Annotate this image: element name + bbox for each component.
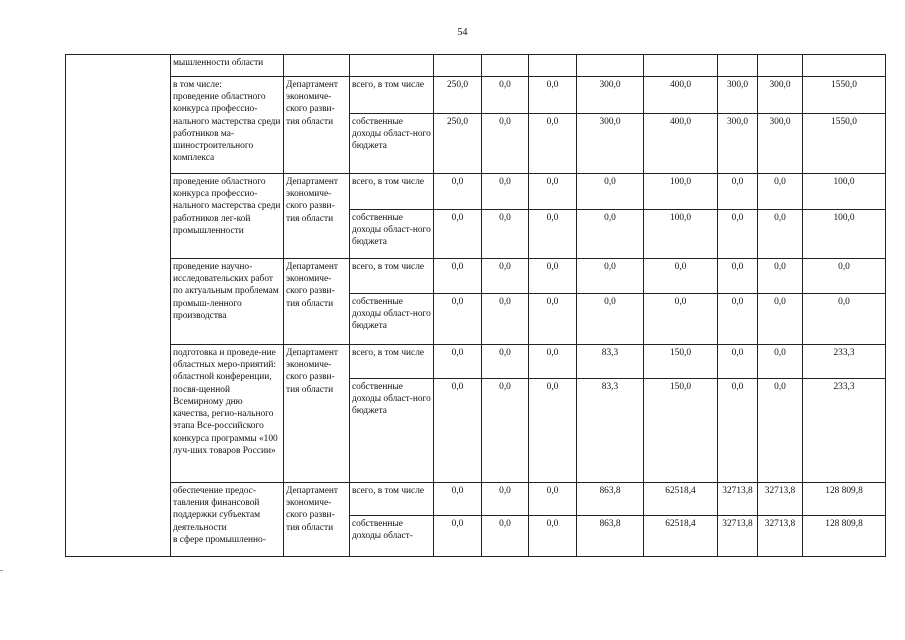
funding-source-cell: всего, в том числе [350,483,434,516]
funding-source-cell: собственные доходы област-ного бюджета [350,114,434,174]
amount-cell: 233,3 [803,379,886,483]
amount-cell: 32713,8 [718,516,758,557]
amount-cell: 0,0 [434,379,482,483]
table-body [66,55,886,557]
amount-cell: 300,0 [577,114,644,174]
executor-cell: Департамент экономиче-ского разви-тия области [284,483,350,557]
amount-cell: 400,0 [644,77,718,114]
amount-cell: 0,0 [758,174,803,210]
blank-cell [644,55,718,77]
amount-cell: 0,0 [434,345,482,379]
amount-cell: 0,0 [529,77,577,114]
amount-cell: 0,0 [758,259,803,294]
amount-cell: 863,8 [577,516,644,557]
amount-cell: 0,0 [718,345,758,379]
blank-cell [434,55,482,77]
amount-cell: 300,0 [758,114,803,174]
amount-cell: 0,0 [577,294,644,345]
amount-cell: 0,0 [718,174,758,210]
amount-cell: 0,0 [758,210,803,259]
blank-cell [350,55,434,77]
amount-cell: 0,0 [482,77,529,114]
amount-cell: 0,0 [718,379,758,483]
executor-cell: Департамент экономиче-ского разви-тия области [284,259,350,345]
activity-cell: проведение областного конкурса профессио-нального мастерства среди работников лег-кой промышленности [171,174,284,259]
amount-cell: 83,3 [577,345,644,379]
amount-cell: 0,0 [529,294,577,345]
amount-cell: 0,0 [482,516,529,557]
amount-cell: 0,0 [434,516,482,557]
amount-cell: 0,0 [718,259,758,294]
continuation-row [66,55,886,77]
table-row [66,483,886,516]
amount-cell: 0,0 [434,174,482,210]
table-row [66,345,886,379]
amount-cell: 0,0 [758,379,803,483]
blank-cell [284,55,350,77]
amount-cell: 0,0 [529,259,577,294]
funding-source-cell: всего, в том числе [350,259,434,294]
amount-cell: 0,0 [434,294,482,345]
amount-cell: 0,0 [482,379,529,483]
funding-source-cell: всего, в том числе [350,77,434,114]
amount-cell: 863,8 [577,483,644,516]
amount-cell: 0,0 [803,294,886,345]
funding-source-cell: собственные доходы област- [350,516,434,557]
amount-cell: 32713,8 [758,516,803,557]
amount-cell: 300,0 [577,77,644,114]
amount-cell: 32713,8 [718,483,758,516]
amount-cell: 100,0 [803,210,886,259]
page-number: 54 [457,27,468,38]
executor-cell: Департамент экономиче-ского разви-тия области [284,345,350,483]
amount-cell: 32713,8 [758,483,803,516]
amount-cell: 0,0 [718,210,758,259]
blank-cell [529,55,577,77]
amount-cell: 300,0 [718,114,758,174]
amount-cell: 0,0 [803,259,886,294]
amount-cell: 62518,4 [644,516,718,557]
amount-cell: 0,0 [529,114,577,174]
amount-cell: 250,0 [434,114,482,174]
amount-cell: 0,0 [644,294,718,345]
amount-cell: 0,0 [434,259,482,294]
funding-source-cell: всего, в том числе [350,174,434,210]
amount-cell: 150,0 [644,379,718,483]
scan-mark [0,570,3,571]
amount-cell: 0,0 [529,483,577,516]
activity-cell: в том числе: проведение областного конкурса профессио-нального мастерства среди работников ма-шиностроительного комплекса [171,77,284,174]
amount-cell: 0,0 [577,174,644,210]
amount-cell: 0,0 [482,345,529,379]
activity-cell: мышленности области [171,55,284,77]
amount-cell: 150,0 [644,345,718,379]
amount-cell: 0,0 [718,294,758,345]
funding-source-cell: всего, в том числе [350,345,434,379]
amount-cell: 128 809,8 [803,483,886,516]
blank-cell [577,55,644,77]
activity-cell: проведение научно-исследовательских работ по актуальным проблемам промыш-ленного производства [171,259,284,345]
funding-source-cell: собственные доходы област-ного бюджета [350,210,434,259]
amount-cell: 62518,4 [644,483,718,516]
program-cell-blank [66,55,171,557]
activity-cell: обеспечение предос-тавления финансовой поддержки субъектам деятельности в сфере промышленно- [171,483,284,557]
table-row [66,77,886,114]
amount-cell: 100,0 [644,210,718,259]
amount-cell: 0,0 [644,259,718,294]
executor-cell: Департамент экономиче-ского разви-тия области [284,174,350,259]
amount-cell: 128 809,8 [803,516,886,557]
amount-cell: 100,0 [803,174,886,210]
amount-cell: 300,0 [758,77,803,114]
executor-cell: Департамент экономиче-ского разви-тия области [284,77,350,174]
amount-cell: 0,0 [529,516,577,557]
amount-cell: 233,3 [803,345,886,379]
amount-cell: 300,0 [718,77,758,114]
blank-cell [482,55,529,77]
amount-cell: 0,0 [482,210,529,259]
amount-cell: 0,0 [758,294,803,345]
amount-cell: 1550,0 [803,114,886,174]
activity-cell: подготовка и проведе-ние областных меро-приятий: областной конференции, посвя-щенной Всемирному дню качества, регио-нального этапа Все-российского конкурса программы «100 луч-ших товаров России» [171,345,284,483]
amount-cell: 100,0 [644,174,718,210]
amount-cell: 0,0 [482,174,529,210]
amount-cell: 0,0 [577,259,644,294]
amount-cell: 0,0 [482,483,529,516]
amount-cell: 250,0 [434,77,482,114]
budget-table [65,54,886,557]
blank-cell [718,55,758,77]
amount-cell: 0,0 [434,210,482,259]
amount-cell: 0,0 [482,259,529,294]
blank-cell [803,55,886,77]
amount-cell: 0,0 [482,294,529,345]
funding-source-cell: собственные доходы област-ного бюджета [350,379,434,483]
amount-cell: 0,0 [529,174,577,210]
funding-source-cell: собственные доходы област-ного бюджета [350,294,434,345]
amount-cell: 0,0 [434,483,482,516]
amount-cell: 0,0 [529,210,577,259]
amount-cell: 0,0 [529,379,577,483]
amount-cell: 0,0 [577,210,644,259]
amount-cell: 0,0 [758,345,803,379]
amount-cell: 400,0 [644,114,718,174]
table-row [66,259,886,294]
amount-cell: 83,3 [577,379,644,483]
amount-cell: 0,0 [529,345,577,379]
table-row [66,174,886,210]
blank-cell [758,55,803,77]
amount-cell: 0,0 [482,114,529,174]
amount-cell: 1550,0 [803,77,886,114]
